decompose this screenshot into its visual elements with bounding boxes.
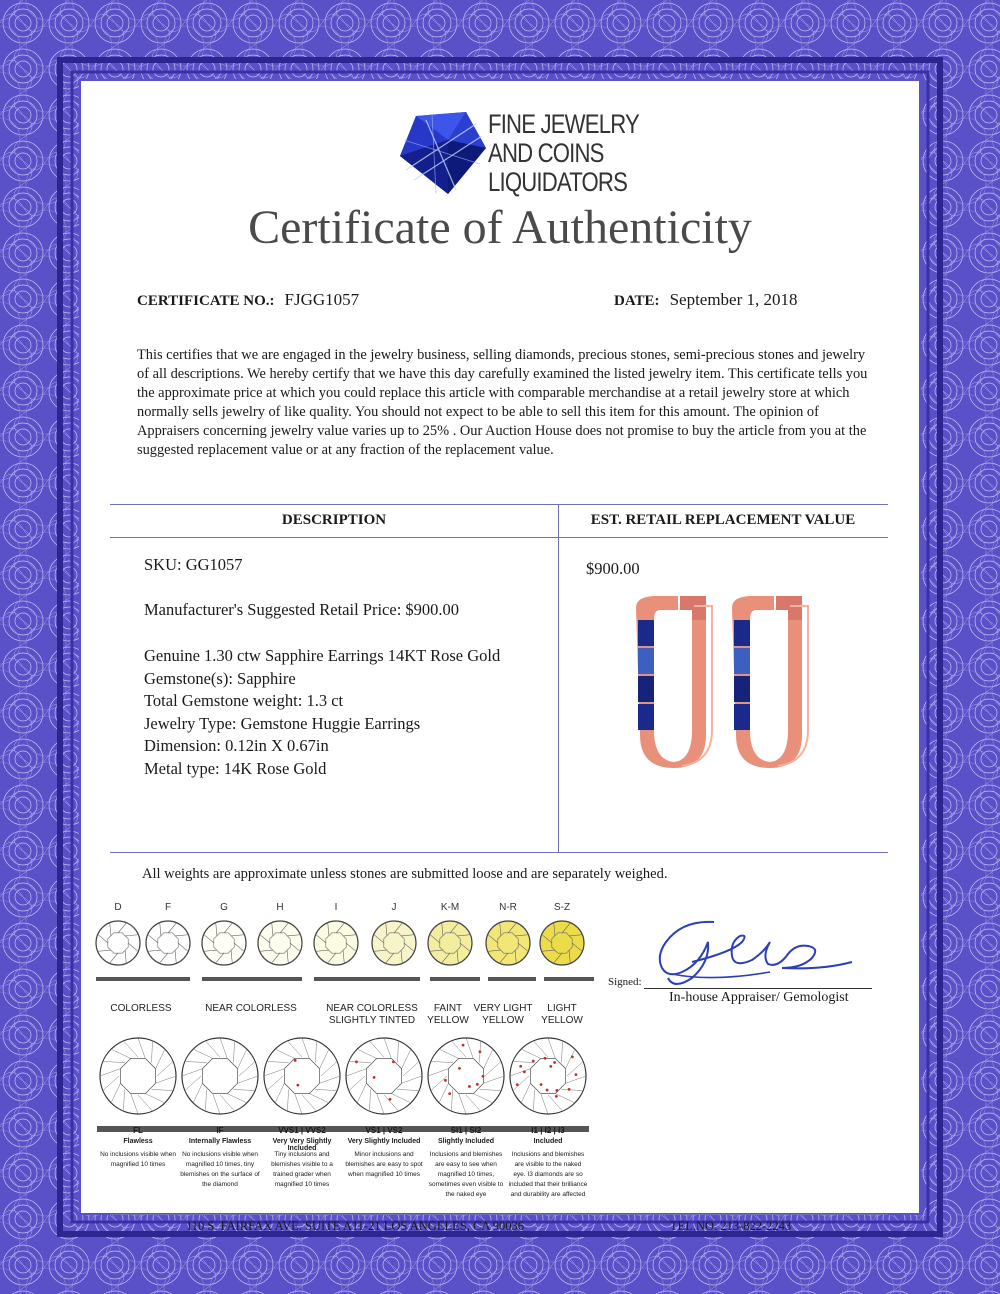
clarity-description: Inclusions and blemishes are visible to the naked eye. I3 diamonds are so included that their brilliance and durability are affected [508,1151,588,1198]
detail-line: Genuine 1.30 ctw Sapphire Earrings 14KT Rose Gold [144,646,501,665]
clarity-description: Inclusions and blemishes are easy to see when magnified 10 times, sometimes even visible to the naked eye [428,1151,504,1198]
color-category-label [192,1003,310,1015]
color-grade-d: D [114,902,122,913]
color-diamond-icon [96,921,140,965]
clarity-name: Very Very Slightly Included [272,1138,332,1152]
date-value: September 1, 2018 [669,290,798,309]
clarity-scale-diamonds [96,1032,596,1136]
color-grade-h: H [276,902,284,913]
clarity-diamond-icon [428,1038,504,1114]
msrp: Manufacturer's Suggested Retail Price: $900.00 [144,600,460,619]
clarity-name: Very Slightly Included [347,1138,421,1145]
intro-paragraph: This certifies that we are engaged in the jewelry business, selling diamonds, precious stones, semi-precious stones and jewelry of all descriptions. We hereby certify that we have this day carefully examined the listed jewelry item. This certificate tells you the approximate price at which you could replace this article with comparable merchandise at a retail jewelry store at which normally sells jewelry of like quality. You should not expect to be able to sell this item for this amount. The opinion of Appraisers concerning jewelry value varies up to 25% . Our Auction House does not promise to buy the article from you at the suggested replacement value or at any fraction of the replacement value. [137,347,868,458]
earrings-photo [626,590,826,770]
clarity-description: No inclusions visible when magnified 10 times, tiny blemishes on the surface of the diamond [180,1151,260,1188]
certificate-number-label: CERTIFICATE NO.: [137,293,275,309]
color-category-line: COLORLESS [110,1003,172,1014]
brand-name [488,110,639,197]
table-column-divider [558,504,559,852]
description-column-header: DESCRIPTION [281,512,387,528]
clarity-name: Internally Flawless [188,1138,252,1145]
certificate-number-row [137,290,359,310]
footer-rule [110,1214,888,1215]
earring-right [732,596,808,768]
brand-line-3: LIQUIDATORS [488,167,628,197]
color-scale-bar [430,977,480,981]
clarity-diamond-icon [346,1038,422,1114]
page-title: Certificate of Authenticity [248,201,752,254]
item-details [144,645,500,780]
clarity-code: VVS1 | VVS2 [278,1126,326,1135]
logo-gem-icon [396,110,488,196]
color-scale-bar [544,977,594,981]
color-scale-bar [314,977,420,981]
brand-line-1: FINE JEWELRY [488,109,639,139]
color-diamond-icon [314,921,358,965]
color-diamond-icon [428,921,472,965]
clarity-description: Tiny inclusions and blemishes visible to a trained grader when magnified 10 times [271,1151,333,1188]
color-diamond-icon [258,921,302,965]
color-category-label [88,1003,194,1015]
color-diamond-icon [202,921,246,965]
date-label: DATE: [614,293,660,309]
signature-mark [652,912,862,992]
detail-line: Jewelry Type: Gemstone Huggie Earrings [144,713,421,733]
color-grade-k-m: K-M [440,902,460,913]
detail-line: Total Gemstone weight: 1.3 ct [144,691,344,710]
clarity-diamond-icon [182,1038,258,1114]
color-grade-i: I [334,902,338,913]
clarity-name: Flawless [123,1138,153,1145]
color-category-label [532,1003,592,1027]
replacement-value: $900.00 [586,559,640,578]
color-scale-bar [96,977,190,981]
table-top-rule [110,504,888,505]
table-header-rule [110,537,888,538]
clarity-code: SI1 | SI2 [450,1126,482,1135]
color-category-line: FAINT [433,1003,463,1014]
color-grade-j: J [391,902,397,913]
color-diamond-icon [540,921,584,965]
color-category-line: SLIGHTLY TINTED [328,1015,416,1026]
clarity-diamond-icon [264,1038,340,1114]
color-category-line: NEAR COLORLESS [205,1003,297,1014]
color-scale-bar [488,977,536,981]
color-category-label [472,1003,534,1027]
color-category-label [420,1003,476,1027]
color-grade-s-z: S-Z [553,902,571,913]
brand-line-2: AND COINS [488,138,604,168]
clarity-name: Slightly Included [437,1138,494,1145]
color-category-line: NEAR COLORLESS [326,1003,418,1014]
clarity-diamond-icon [100,1038,176,1114]
footer-phone: TEL.NO. 213-822-2243 [670,1219,792,1233]
detail-line: Dimension: 0.12in X 0.67in [144,736,329,755]
color-category-label [316,1003,428,1027]
color-grade-g: G [220,902,228,913]
table-bottom-rule [110,852,888,853]
color-diamond-icon [146,921,190,965]
color-scale-diamonds [90,915,600,995]
color-scale-bar [202,977,302,981]
color-diamond-icon [372,921,416,965]
date-row [614,290,798,310]
color-category-line: YELLOW [541,1015,583,1026]
weights-note: All weights are approximate unless stones are submitted loose and are separately weighed. [142,866,668,882]
clarity-code: FL [133,1126,143,1135]
earring-left [636,596,712,768]
color-grade-f: F [164,902,172,913]
sku: SKU: GG1057 [144,555,243,574]
value-column-header: EST. RETAIL REPLACEMENT VALUE [590,512,856,528]
clarity-code: VS1 | VS2 [365,1126,403,1135]
appraiser-title: In-house Appraiser/ Gemologist [669,990,849,1005]
clarity-description: Minor inclusions and blemishes are easy to spot when magnified 10 times [345,1151,423,1178]
color-category-line: YELLOW [482,1015,524,1026]
detail-line: Metal type: 14K Rose Gold [144,758,327,778]
color-category-line: YELLOW [427,1015,469,1026]
color-category-line: VERY LIGHT [473,1003,533,1014]
clarity-code: I1 | I2 | I3 [531,1126,565,1135]
clarity-description: No inclusions visible when magnified 10 times [100,1151,176,1168]
footer-address: 110 S. FAIRFAX AVE. SUITE A11-21 LOS ANGELES, CA 90036 [186,1219,524,1233]
signed-label: Signed: [608,976,642,988]
color-category-line: LIGHT [547,1003,577,1014]
clarity-diamond-icon [510,1038,586,1114]
color-grade-n-r: N-R [499,902,517,913]
clarity-code: IF [216,1126,224,1135]
color-diamond-icon [486,921,530,965]
detail-line: Gemstone(s): Sapphire [144,668,296,688]
clarity-name: Included [533,1138,563,1145]
certificate-number-value: FJGG1057 [284,290,360,309]
